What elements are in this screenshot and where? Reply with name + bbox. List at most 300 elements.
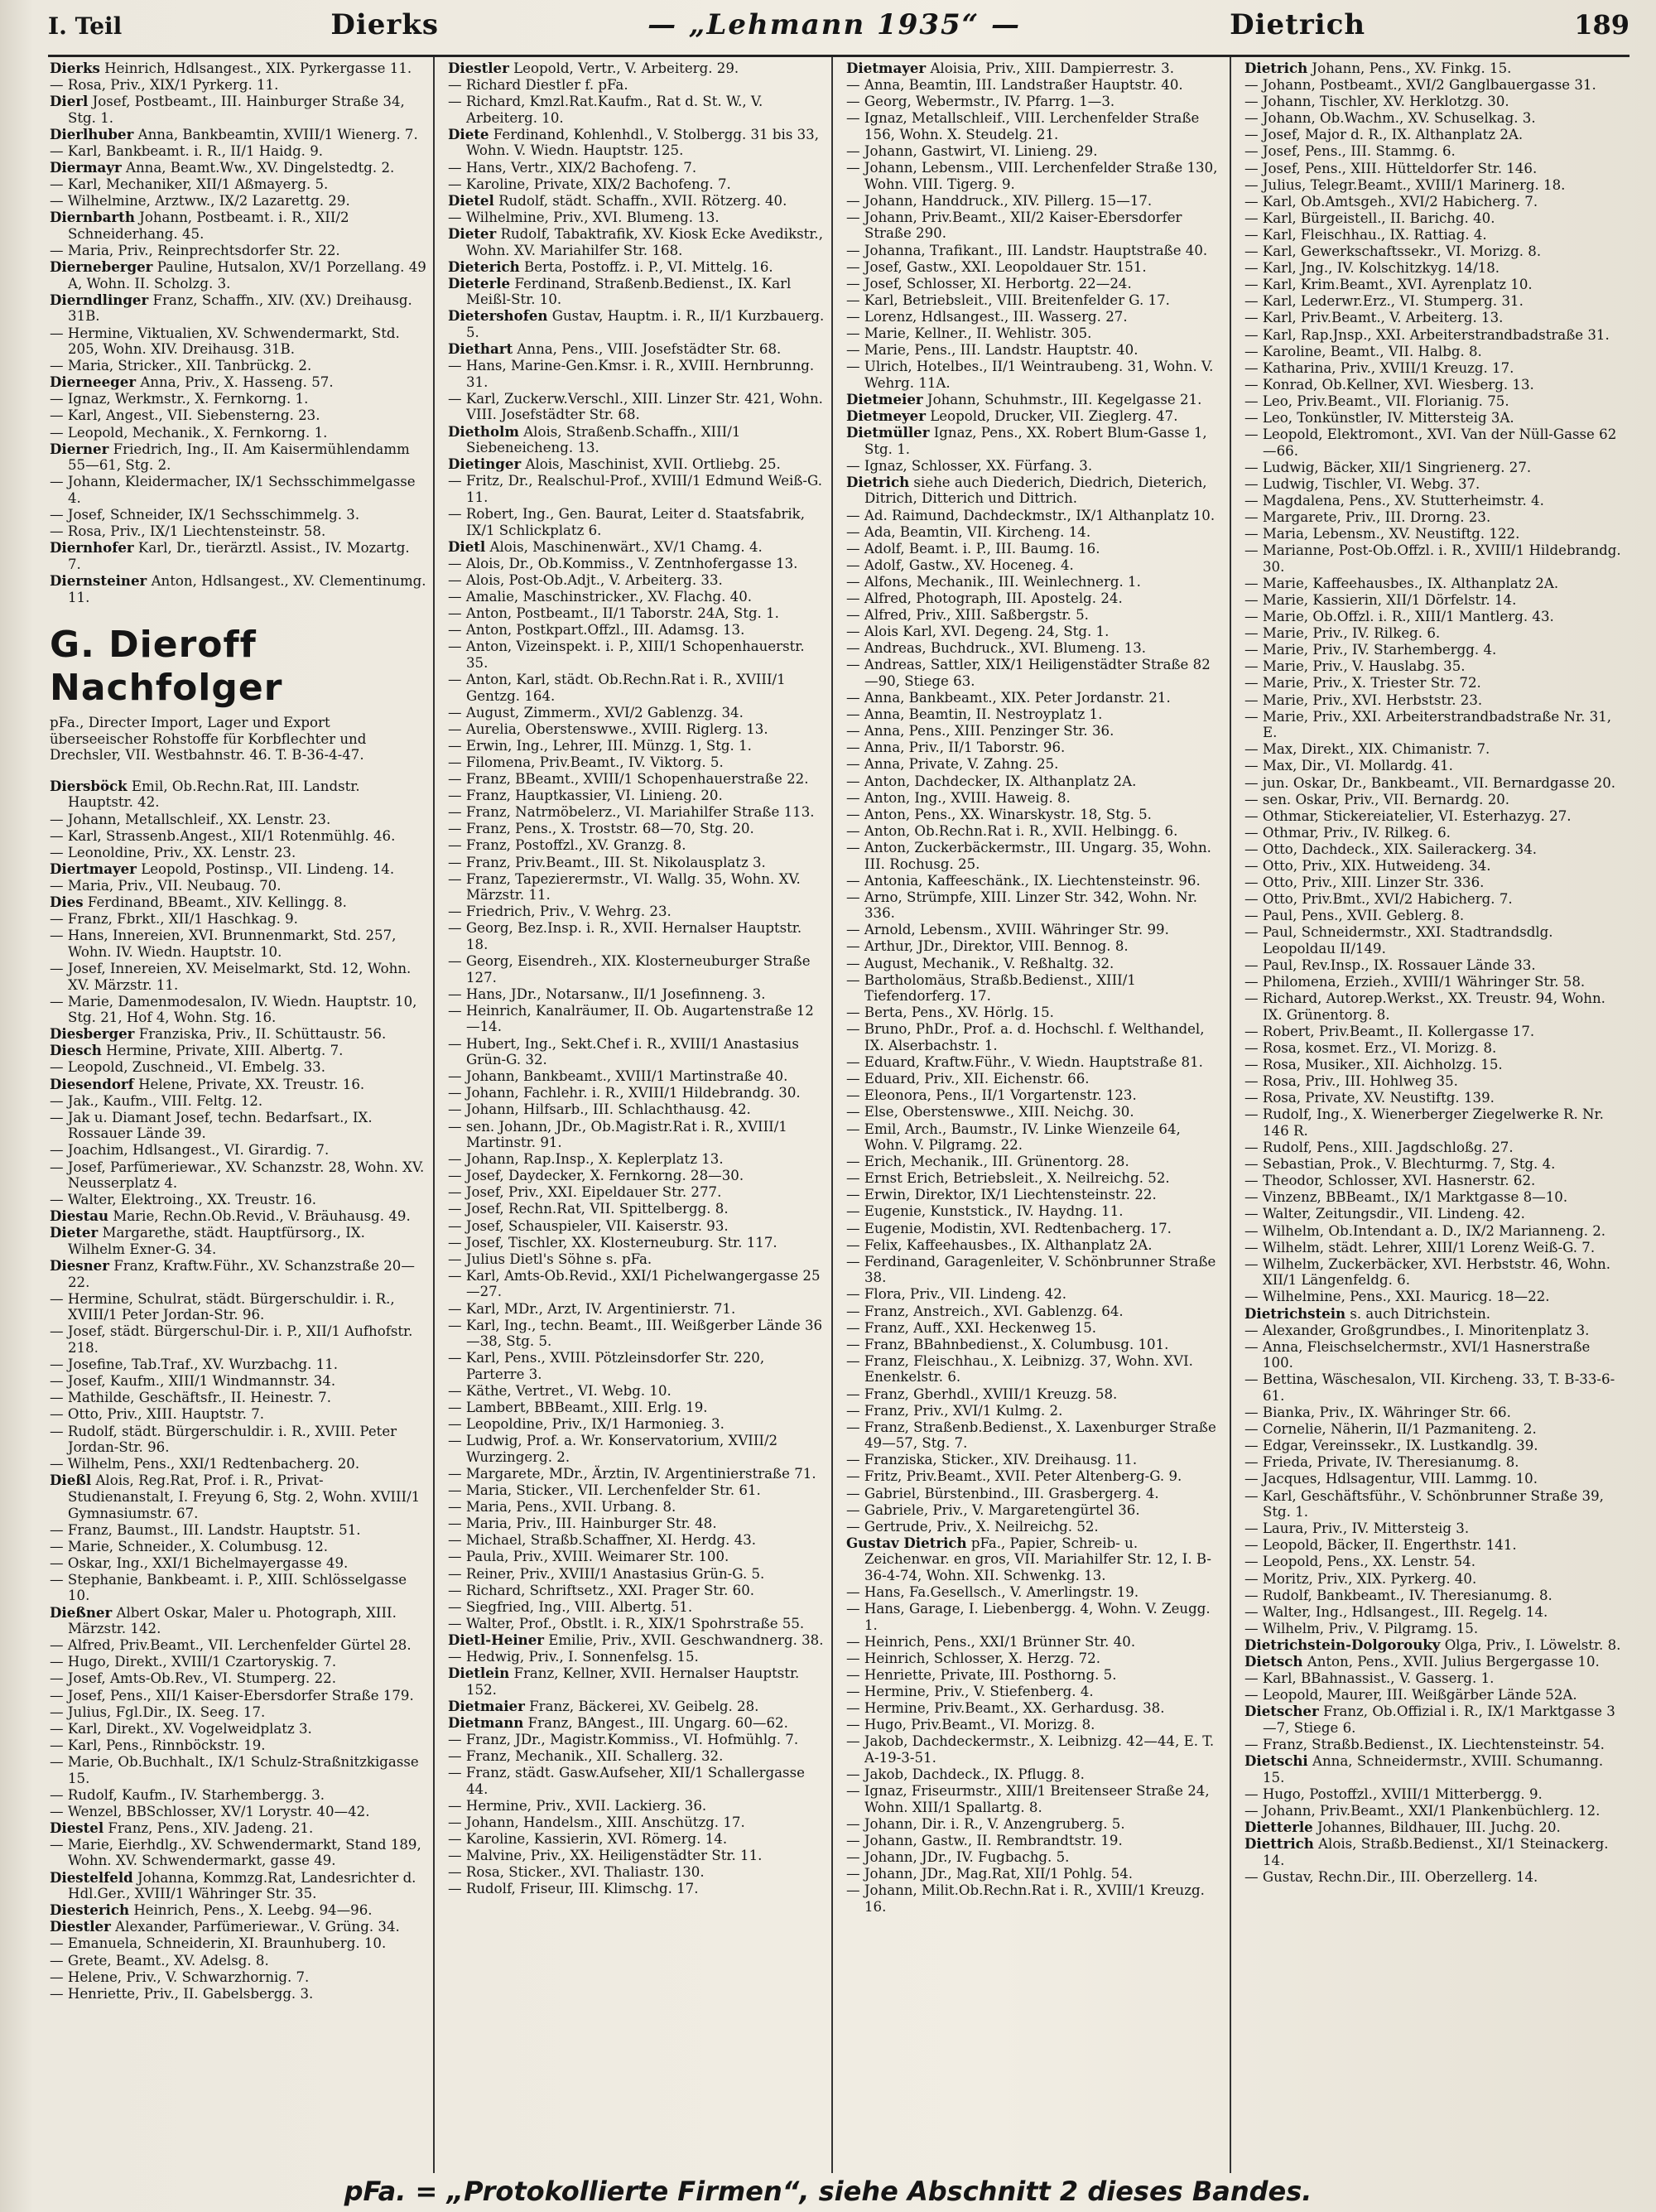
directory-entry	[50, 1605, 426, 1637]
directory-entry	[1244, 1306, 1623, 1323]
entry-details: — Alois Karl, XVI. Degeng. 24, Stg. 1.	[846, 624, 1110, 640]
directory-entry	[1244, 1687, 1623, 1704]
entry-details: — Max, Direkt., XIX. Chimanistr. 7.	[1244, 741, 1490, 758]
entry-details: — Franz, Fbrkt., XII/1 Haschkag. 9.	[50, 911, 298, 928]
directory-entry	[1244, 609, 1623, 625]
directory-entry	[1244, 741, 1623, 758]
directory-entry	[846, 259, 1223, 276]
entry-details: — Hermine, Priv.Beamt., XX. Gerhardusg. 38.	[846, 1700, 1165, 1717]
entry-surname: Diethart	[448, 340, 513, 358]
header-part: I. Teil	[48, 12, 123, 40]
entry-surname: Dietholm	[448, 422, 519, 440]
directory-entry	[448, 804, 825, 821]
directory-entry	[1244, 675, 1623, 692]
entry-details: — Josef, Schlosser, XI. Herbortg. 22—24.	[846, 275, 1132, 292]
entry-details: — Leo, Tonkünstler, IV. Mittersteig 3A.	[1244, 409, 1514, 426]
directory-entry	[1244, 957, 1623, 974]
entry-surname: Diestler	[448, 60, 509, 76]
directory-entry	[846, 1121, 1223, 1154]
entry-details: — Edgar, Vereinssekr., IX. Lustkandlg. 39.	[1244, 1438, 1538, 1454]
entry-details: — Johann, Bankbeamt., XVIII/1 Martinstraße 40.	[448, 1068, 788, 1085]
directory-entry	[846, 1452, 1223, 1468]
directory-entry	[448, 672, 825, 704]
entry-details: — Rudolf, städt. Bürgerschuldir. i. R., XVIII. Peter Jordan-Str. 96.	[50, 1423, 397, 1456]
directory-entry	[448, 1218, 825, 1235]
entry-details: Anna, Beamt.Ww., XV. Dingelstedtg. 2.	[125, 160, 395, 176]
entry-details: — Wilhelm, Priv., V. Pilgramg. 15.	[1244, 1620, 1479, 1636]
entry-details: — sen. Oskar, Priv., VII. Bernardg. 20.	[1244, 791, 1510, 807]
entry-details: — Maria, Priv., III. Hainburger Str. 48.	[448, 1516, 717, 1532]
directory-entry	[846, 1320, 1223, 1337]
entry-details: — Julius, Fgl.Dir., IX. Seeg. 17.	[50, 1704, 266, 1720]
directory-entry	[448, 1549, 825, 1565]
entry-details: — Anna, Priv., II/1 Taborstr. 96.	[846, 740, 1066, 756]
directory-entry	[846, 458, 1223, 475]
directory-entry	[448, 1566, 825, 1583]
directory-entry	[1244, 210, 1623, 227]
directory-entry	[50, 1472, 426, 1521]
directory-entry	[448, 1516, 825, 1532]
directory-entry	[448, 1201, 825, 1217]
entry-details: — Andreas, Sattler, XIX/1 Heiligenstädter Straße 82—90, Stiege 63.	[846, 657, 1211, 689]
directory-entry	[1244, 875, 1623, 891]
directory-entry	[846, 425, 1223, 457]
directory-entry	[1244, 1289, 1623, 1305]
entry-details: Anna, Priv., X. Hasseng. 57.	[140, 374, 334, 391]
entry-details: — Johann, Hilfsarb., III. Schlachthausg. 42.	[448, 1101, 751, 1118]
entry-details: — Hans, Marine-Gen.Kmsr. i. R., XVIII. Hernbrunng. 31.	[448, 358, 815, 390]
entry-details: — Magdalena, Pens., XV. Stutterheimstr. 4.	[1244, 492, 1544, 508]
directory-entry	[846, 1237, 1223, 1254]
entry-details: — Franz, städt. Gasw.Aufseher, XII/1 Schallergasse 44.	[448, 1765, 805, 1797]
entry-details: Rudolf, städt. Schaffn., XVII. Rötzerg. 40.	[498, 192, 787, 209]
entry-details: — Franz, JDr., Magistr.Kommiss., VI. Hofmühlg. 7.	[448, 1731, 799, 1747]
entry-details: — Karl, MDr., Arzt, IV. Argentinierstr. 71.	[448, 1300, 736, 1317]
entry-details: — Johann, Milit.Ob.Rechn.Rat i. R., XVIII/1 Kreuzg. 16.	[846, 1882, 1205, 1915]
entry-surname: Dietel	[448, 191, 494, 209]
directory-entry	[846, 325, 1223, 342]
directory-entry	[846, 1486, 1223, 1502]
entry-details: — Johann, Dir. i. R., V. Anzengruberg. 5.	[846, 1815, 1125, 1832]
entry-details: Alois, Maschinist, XVII. Ortliebg. 25.	[525, 456, 781, 473]
entry-details: — Lorenz, Hdlsangest., III. Wasserg. 27.	[846, 308, 1128, 325]
directory-entry	[846, 922, 1223, 938]
entry-details: — Marie, Kassierin, XII/1 Dörfelstr. 14.	[1244, 592, 1517, 608]
entry-details: — Rudolf, Kaufm., IV. Starhembergg. 3.	[50, 1786, 325, 1803]
directory-entry	[846, 1634, 1223, 1651]
entry-details: — Otto, Priv.Bmt., XVI/2 Habicherg. 7.	[1244, 891, 1513, 908]
entry-details: Berta, Postoffz. i. P., VI. Mittelg. 16.	[523, 258, 773, 275]
entry-details: — Bettina, Wäschesalon, VII. Kircheng. 33, T. B-33-6-61.	[1244, 1371, 1615, 1404]
entry-details: Marie, Rechn.Ob.Revid., V. Bräuhausg. 49.	[113, 1208, 411, 1225]
entry-details: Alois, Reg.Rat, Prof. i. R., Privat-Studienanstalt, I. Freyung 6, Stg. 2, Wohn. XVIII/1 Gymnasiumstr. 67.	[68, 1472, 421, 1521]
entry-details: — Paul, Schneidermstr., XXI. Stadtrandsdlg. Leopoldau II/149.	[1244, 924, 1553, 957]
directory-entry	[1244, 1240, 1623, 1256]
directory-entry	[50, 1159, 426, 1192]
directory-entry	[448, 1168, 825, 1184]
directory-entry	[448, 1235, 825, 1251]
entry-details: — Paul, Pens., XVII. Geblerg. 8.	[1244, 908, 1465, 924]
directory-entry	[1244, 493, 1623, 509]
entry-surname: Dierks	[50, 60, 100, 76]
entry-details: — Franz, Hauptkassier, VI. Linieng. 20.	[448, 788, 723, 804]
entry-details: — sen. Johann, JDr., Ob.Magistr.Rat i. R., XVIII/1 Martinstr. 91.	[448, 1118, 787, 1151]
entry-details: — Marie, Priv., XVI. Herbststr. 23.	[1244, 692, 1483, 708]
entry-details: Rudolf, Tabaktrafik, XV. Kiosk Ecke Avedikstr., Wohn. XV. Mariahilfer Str. 168.	[466, 225, 823, 258]
directory-entry	[50, 1110, 426, 1142]
entry-details: — Adolf, Gastw., XV. Hoceneg. 4.	[846, 557, 1074, 573]
entry-surname: Dietershofen	[448, 307, 548, 325]
entry-details: — Paul, Rev.Insp., IX. Rossauer Lände 33.	[1244, 957, 1536, 974]
directory-entry	[50, 259, 426, 292]
entry-details: — Johann, Ob.Wachm., XV. Schuselkag. 3.	[1244, 110, 1536, 127]
entry-details: pFa., Papier, Schreib- u. Zeichenwar. en gros, VII. Mariahilfer Str. 12, I. B-36-4-74, Wohn. XII. Schwenkg. 13.	[864, 1535, 1211, 1584]
entry-details: — Karoline, Beamt., VII. Halbg. 8.	[1244, 343, 1482, 359]
entry-details: — Anton, Pens., XX. Winarskystr. 18, Stg. 5.	[846, 806, 1152, 822]
entry-details: — Wilhelm, städt. Lehrer, XIII/1 Lorenz Weiß-G. 7.	[1244, 1239, 1596, 1255]
entry-details: — Ad. Raimund, Dachdeckmstr., IX/1 Althanplatz 10.	[846, 507, 1216, 523]
directory-entry	[1244, 509, 1623, 526]
directory-entry	[846, 1833, 1223, 1849]
directory-entry	[50, 1919, 426, 1935]
entry-details: — Emil, Arch., Baumstr., IV. Linke Wienzeile 64, Wohn. V. Pilgramg. 22.	[846, 1120, 1181, 1154]
entry-details: — Maria, Sticker., VII. Lerchenfelder Str. 61.	[448, 1482, 761, 1499]
directory-entry	[448, 506, 825, 538]
directory-entry	[448, 920, 825, 952]
entry-details: — Franz, Auff., XXI. Heckenweg 15.	[846, 1319, 1097, 1336]
entry-surname: Dietsch	[1244, 1653, 1303, 1670]
entry-details: — Marie, Priv., IV. Starhembergg. 4.	[1244, 642, 1497, 658]
entry-details: — Anton, Ing., XVIII. Haweig. 8.	[846, 789, 1071, 806]
entry-details: — Richard, Schriftsetz., XXI. Prager Str. 60.	[448, 1582, 755, 1598]
entry-details: — Ignaz, Friseurmstr., XIII/1 Breitenseer Straße 24, Wohn. XIII/1 Spallartg. 8.	[846, 1783, 1210, 1815]
directory-entry	[448, 1003, 825, 1035]
directory-entry	[50, 961, 426, 993]
entry-surname: Diesberger	[50, 1025, 135, 1043]
entry-details: — Wilhelm, Zuckerbäcker, XVI. Herbststr. 46, Wohn. XII/1 Längenfeldg. 6.	[1244, 1255, 1611, 1289]
entry-details: — Rosa, kosmet. Erz., VI. Morizg. 8.	[1244, 1040, 1497, 1057]
entry-details: — Karl, Ob.Amtsgeh., XVI/2 Habicherg. 7.	[1244, 193, 1538, 210]
directory-entry	[1244, 792, 1623, 808]
entry-details: — Franz, Straßb.Bedienst., IX. Liechtensteinstr. 54.	[1244, 1736, 1605, 1752]
entry-details: — Jacques, Hdlsagentur, VIII. Lammg. 10.	[1244, 1471, 1538, 1487]
directory-entry	[50, 60, 426, 77]
directory-entry	[448, 456, 825, 473]
directory-entry	[1244, 692, 1623, 709]
directory-entry	[846, 557, 1223, 574]
directory-entry	[1244, 1621, 1623, 1637]
directory-entry	[448, 1151, 825, 1168]
directory-entry	[846, 1071, 1223, 1087]
entry-details: Olga, Priv., I. Löwelstr. 8.	[1444, 1636, 1621, 1653]
directory-entry	[1244, 161, 1623, 177]
entry-surname: Dieter	[50, 1224, 99, 1241]
entry-details: — Franz, Priv., XVI/1 Kulmg. 2.	[846, 1402, 1063, 1419]
entry-details: — Maria, Lebensm., XV. Neustiftg. 122.	[1244, 526, 1520, 542]
directory-entry	[448, 60, 825, 77]
ad-text: pFa., Directer Import, Lager und Export überseeischer Rohstoffe für Korbflechter und Drechsler, VII. Westbahnstr. 46. T. B-36-4-47.	[50, 715, 367, 764]
entry-details: — Josef, Amts-Ob.Rev., VI. Stumperg. 22.	[50, 1670, 336, 1687]
directory-entry	[1244, 1670, 1623, 1687]
entry-details: — Leopold, Maurer, III. Weißgärber Lände 52A.	[1244, 1687, 1577, 1704]
directory-entry	[50, 1077, 426, 1093]
entry-details: — Anton, Dachdecker, IX. Althanplatz 2A.	[846, 773, 1137, 789]
entry-details: — Henriette, Priv., II. Gabelsbergg. 3.	[50, 1985, 314, 2002]
entry-details: — Heinrich, Schlosser, X. Herzg. 72.	[846, 1651, 1100, 1666]
directory-entry	[50, 845, 426, 861]
directory-entry	[50, 1754, 426, 1786]
entry-surname: Dietl	[448, 537, 486, 555]
directory-entry	[50, 1390, 426, 1406]
entry-surname: Dietmaier	[448, 1697, 525, 1714]
directory-entry	[846, 210, 1223, 242]
directory-entry	[448, 276, 825, 308]
entry-details: — Hedwig, Priv., I. Sonnenfelsg. 15.	[448, 1649, 699, 1665]
directory-entry	[50, 1522, 426, 1539]
entry-details: — Josef, Schneider, IX/1 Sechsschimmelg. 3.	[50, 507, 360, 523]
directory-entry	[1244, 127, 1623, 143]
entry-details: — Walter, Prof., Obstlt. i. R., XIX/1 Spohrstraße 55.	[448, 1615, 805, 1631]
directory-entry	[448, 1466, 825, 1482]
directory-entry	[846, 706, 1223, 723]
directory-entry	[448, 721, 825, 738]
header-title: — „Lehmann 1935“ —	[647, 8, 1022, 41]
entry-details: — Rosa, Priv., IX/1 Liechtensteinstr. 58.	[50, 523, 326, 540]
entry-surname: Dietmeier	[846, 390, 923, 407]
entry-details: — Hermine, Priv., V. Stiefenberg. 4.	[846, 1684, 1094, 1700]
entry-details: — Karl, Betriebsleit., VIII. Breitenfelder G. 17.	[846, 292, 1170, 308]
directory-entry	[448, 1632, 825, 1649]
entry-surname: Diesner	[50, 1257, 109, 1275]
directory-entry	[846, 1866, 1223, 1882]
entry-details: — Max, Dir., VI. Mollardg. 41.	[1244, 758, 1453, 774]
entry-surname: Diesch	[50, 1042, 102, 1059]
directory-entry	[448, 639, 825, 671]
directory-entry	[846, 840, 1223, 872]
directory-entry	[1244, 1588, 1623, 1604]
directory-entry	[448, 1715, 825, 1732]
directory-entry	[846, 889, 1223, 922]
entry-details: Anna, Pens., VIII. Josefstädter Str. 68.	[517, 341, 782, 358]
directory-entry	[846, 1154, 1223, 1170]
entry-surname: Diermayr	[50, 159, 122, 176]
directory-entry	[1244, 1156, 1623, 1173]
entry-details: — Erwin, Direktor, IX/1 Liechtensteinstr. 22.	[846, 1187, 1157, 1203]
entry-details: — Johann, Handdruck., XIV. Pillerg. 15—17.	[846, 192, 1153, 209]
entry-details: — Berta, Pens., XV. Hörlg. 15.	[846, 1005, 1054, 1021]
directory-entry	[846, 640, 1223, 657]
entry-details: — Rosa, Priv., III. Hohlweg 35.	[1244, 1073, 1458, 1090]
entry-details: Alois, Maschinenwärt., XV/1 Chamg. 4.	[489, 538, 763, 555]
directory-entry	[1244, 1753, 1623, 1786]
entry-details: — Hans, JDr., Notarsanw., II/1 Josefinneng. 3.	[448, 986, 766, 1002]
directory-entry	[1244, 891, 1623, 908]
directory-entry	[846, 1601, 1223, 1633]
directory-entry	[846, 1419, 1223, 1452]
directory-entry	[448, 473, 825, 505]
directory-entry	[50, 1953, 426, 1969]
directory-entry	[50, 1654, 426, 1670]
directory-entry	[846, 1304, 1223, 1320]
entry-details: — Franz, Fleischhau., X. Leibnizg. 37, Wohn. XVI. Enenkelstr. 6.	[846, 1352, 1193, 1386]
directory-entry	[50, 1026, 426, 1043]
directory-entry	[448, 1699, 825, 1715]
entry-details: — Maria, Stricker., XII. Tanbrückg. 2.	[50, 358, 312, 374]
entry-surname: Dietmüller	[846, 424, 930, 441]
entry-details: — Johann, JDr., IV. Fugbachg. 5.	[846, 1849, 1070, 1866]
company-advertisement	[50, 624, 426, 764]
entry-details: — Anton, Karl, städt. Ob.Rechn.Rat i. R., XVIII/1 Gentzg. 164.	[448, 671, 786, 704]
directory-entry	[50, 573, 426, 605]
directory-entry	[50, 1373, 426, 1390]
entry-details: — Leopold, Pens., XX. Lenstr. 54.	[1244, 1554, 1475, 1570]
directory-entry	[846, 956, 1223, 972]
directory-entry	[448, 871, 825, 904]
entry-details: Alois, Straßenb.Schaffn., XIII/1 Siebeneicheng. 13.	[466, 423, 741, 456]
entry-details: — Karl, Amts-Ob.Revid., XXI/1 Pichelwangergasse 25—27.	[448, 1267, 821, 1300]
entry-details: — Otto, Priv., XIII. Hauptstr. 7.	[50, 1406, 265, 1423]
entry-details: — Arthur, JDr., Direktor, VIII. Bennog. 8.	[846, 938, 1129, 955]
directory-entry	[50, 1555, 426, 1572]
entry-details: — Karl, Krim.Beamt., XVI. Ayrenplatz 10.	[1244, 277, 1533, 293]
entry-details: — Anna, Fleischselchermstr., XVI/1 Hasnerstraße 100.	[1244, 1338, 1591, 1371]
entry-details: — Ludwig, Prof. a. Wr. Konservatorium, XVIII/2 Wurzingerg. 2.	[448, 1433, 778, 1465]
directory-entry	[846, 1104, 1223, 1120]
page-header	[48, 8, 1630, 55]
directory-entry	[50, 374, 426, 391]
entry-details: — Johann, Priv.Beamt., XXI/1 Plankenbüchlerg. 12.	[1244, 1802, 1601, 1819]
directory-entry	[448, 1400, 825, 1416]
directory-entry	[448, 1068, 825, 1085]
directory-entry	[1244, 1803, 1623, 1819]
directory-entry	[448, 160, 825, 176]
directory-entry	[50, 358, 426, 374]
directory-entry	[50, 1059, 426, 1076]
entry-details: Johann, Postbeamt. i. R., XII/2 Schneiderhang. 45.	[68, 210, 349, 242]
directory-entry	[1244, 1438, 1623, 1454]
directory-entry	[846, 972, 1223, 1005]
entry-details: — Margarete, MDr., Ärztin, IV. Argentinierstraße 71.	[448, 1465, 816, 1482]
entry-details: — Johann, Gastwirt, VI. Linieng. 29.	[846, 142, 1098, 159]
directory-entry	[846, 607, 1223, 624]
entry-details: Alois, Straßb.Bedienst., XI/1 Steinackerg. 14.	[1263, 1836, 1609, 1868]
entry-details: — Josef, Parfümeriewar., XV. Schanzstr. 28, Wohn. XV. Neusserplatz 4.	[50, 1159, 425, 1192]
entry-surname: Diestler	[50, 1918, 111, 1935]
entry-details: — Hermine, Priv., XVII. Lackierg. 36.	[448, 1797, 707, 1814]
entry-details: — Marie, Ob.Offzl. i. R., XIII/1 Mantlerg. 43.	[1244, 609, 1554, 625]
entry-details: — Franz, Anstreich., XVI. Gablenzg. 64.	[846, 1303, 1124, 1319]
directory-entry	[1244, 1786, 1623, 1803]
entry-details: — Arno, Strümpfe, XIII. Linzer Str. 342, Wohn. Nr. 336.	[846, 889, 1198, 922]
header-last-word: Dietrich	[1230, 8, 1366, 41]
directory-entry	[50, 1721, 426, 1737]
entry-details: — Franz, BBahnbedienst., X. Columbusg. 101.	[846, 1336, 1169, 1352]
entry-details: — Eduard, Kraftw.Führ., V. Wiedn. Hauptstraße 81.	[846, 1054, 1203, 1071]
entry-details: — Marie, Schneider., X. Columbusg. 12.	[50, 1538, 329, 1554]
directory-entry	[50, 812, 426, 828]
entry-details: — Grete, Beamt., XV. Adelsg. 8.	[50, 1952, 269, 1969]
entry-surname: Dietlein	[448, 1665, 510, 1682]
entry-details: — Johann, Tischler, XV. Herklotzg. 30.	[1244, 94, 1509, 110]
entry-surname: Gustav Dietrich	[846, 1534, 967, 1551]
entry-details: Anna, Schneidermstr., XVIII. Schumanng. 15.	[1263, 1753, 1604, 1786]
directory-entry	[448, 341, 825, 358]
directory-entry	[846, 590, 1223, 607]
entry-surname: Dietrich	[846, 473, 910, 490]
directory-entry	[846, 1882, 1223, 1915]
directory-entry	[1244, 360, 1623, 377]
entry-details: Alexander, Parfümeriewar., V. Grüng. 34.	[115, 1919, 400, 1935]
directory-entry	[50, 1539, 426, 1555]
directory-entry	[448, 1583, 825, 1599]
entry-details: — Johann, Metallschleif., XX. Lenstr. 23.	[50, 811, 331, 827]
directory-entry	[448, 1184, 825, 1201]
entry-details: — Josefine, Tab.Traf., XV. Wurzbachg. 11.	[50, 1357, 339, 1373]
column-2-entries	[448, 60, 825, 1897]
directory-entry	[846, 807, 1223, 823]
directory-entry	[50, 143, 426, 160]
entry-details: — Friedrich, Priv., V. Wehrg. 23.	[448, 904, 672, 920]
entry-surname: Dietrich	[1244, 60, 1308, 76]
directory-entry	[50, 391, 426, 407]
entry-details: — Alfred, Photograph, III. Apostelg. 24.	[846, 590, 1123, 606]
entry-details: — Katharina, Priv., XVIII/1 Kreuzg. 17.	[1244, 359, 1514, 376]
directory-entry	[50, 540, 426, 572]
entry-details: — Moritz, Priv., XIX. Pyrkerg. 40.	[1244, 1570, 1477, 1587]
entry-details: — Adolf, Beamt. i. P., III. Baumg. 16.	[846, 540, 1100, 557]
directory-entry	[1244, 758, 1623, 774]
entry-details: — Josef, Daydecker, X. Fernkorng. 28—30.	[448, 1168, 744, 1184]
directory-entry	[1244, 1339, 1623, 1371]
entry-details: — Rudolf, Pens., XIII. Jagdschloßg. 27.	[1244, 1140, 1514, 1156]
directory-entry	[448, 77, 825, 94]
directory-entry	[846, 1403, 1223, 1419]
directory-entry	[448, 1864, 825, 1881]
directory-entry	[1244, 1471, 1623, 1487]
directory-entry	[846, 1849, 1223, 1866]
entry-details: — Julius, Telegr.Beamt., XVIII/1 Marinerg. 18.	[1244, 176, 1566, 193]
directory-entry	[50, 1291, 426, 1323]
directory-entry	[50, 1787, 426, 1804]
directory-entry	[50, 441, 426, 474]
directory-entry	[448, 821, 825, 837]
entry-details: — Josef, Pens., III. Stammg. 6.	[1244, 143, 1456, 160]
directory-entry	[1244, 1189, 1623, 1206]
entry-details: — Karl, Geschäftsführ., V. Schönbrunner Straße 39, Stg. 1.	[1244, 1487, 1604, 1520]
entry-details: Aloisia, Priv., XIII. Dampierrestr. 3.	[930, 60, 1175, 76]
directory-entry	[1244, 1256, 1623, 1289]
directory-entry	[50, 1969, 426, 1986]
entry-surname: Dierndlinger	[50, 291, 149, 308]
entry-details: Leopold, Vertr., V. Arbeiterg. 29.	[513, 60, 739, 76]
entry-details: — Rosa, Musiker., XII. Aichholzg. 15.	[1244, 1057, 1503, 1073]
directory-entry	[846, 1783, 1223, 1815]
entry-surname: Dies	[50, 894, 84, 911]
entry-surname: Diestelfeld	[50, 1868, 133, 1886]
directory-entry	[50, 94, 426, 126]
entry-surname: Dießl	[50, 1472, 92, 1489]
directory-entry	[50, 193, 426, 210]
directory-entry	[1244, 709, 1623, 741]
entry-details: — Anna, Private, V. Zahng. 25.	[846, 756, 1059, 773]
entry-details: — Franz, Baumst., III. Landstr. Hauptstr. 51.	[50, 1521, 361, 1538]
directory-entry	[50, 127, 426, 143]
entry-details: — Rosa, Sticker., XVI. Thaliastr. 130.	[448, 1864, 705, 1881]
directory-entry	[448, 1831, 825, 1848]
entry-surname: Diettrich	[1244, 1835, 1314, 1853]
entry-details: — Emanuela, Schneiderin, XI. Braunhuberg. 10.	[50, 1935, 387, 1952]
directory-entry	[448, 176, 825, 193]
